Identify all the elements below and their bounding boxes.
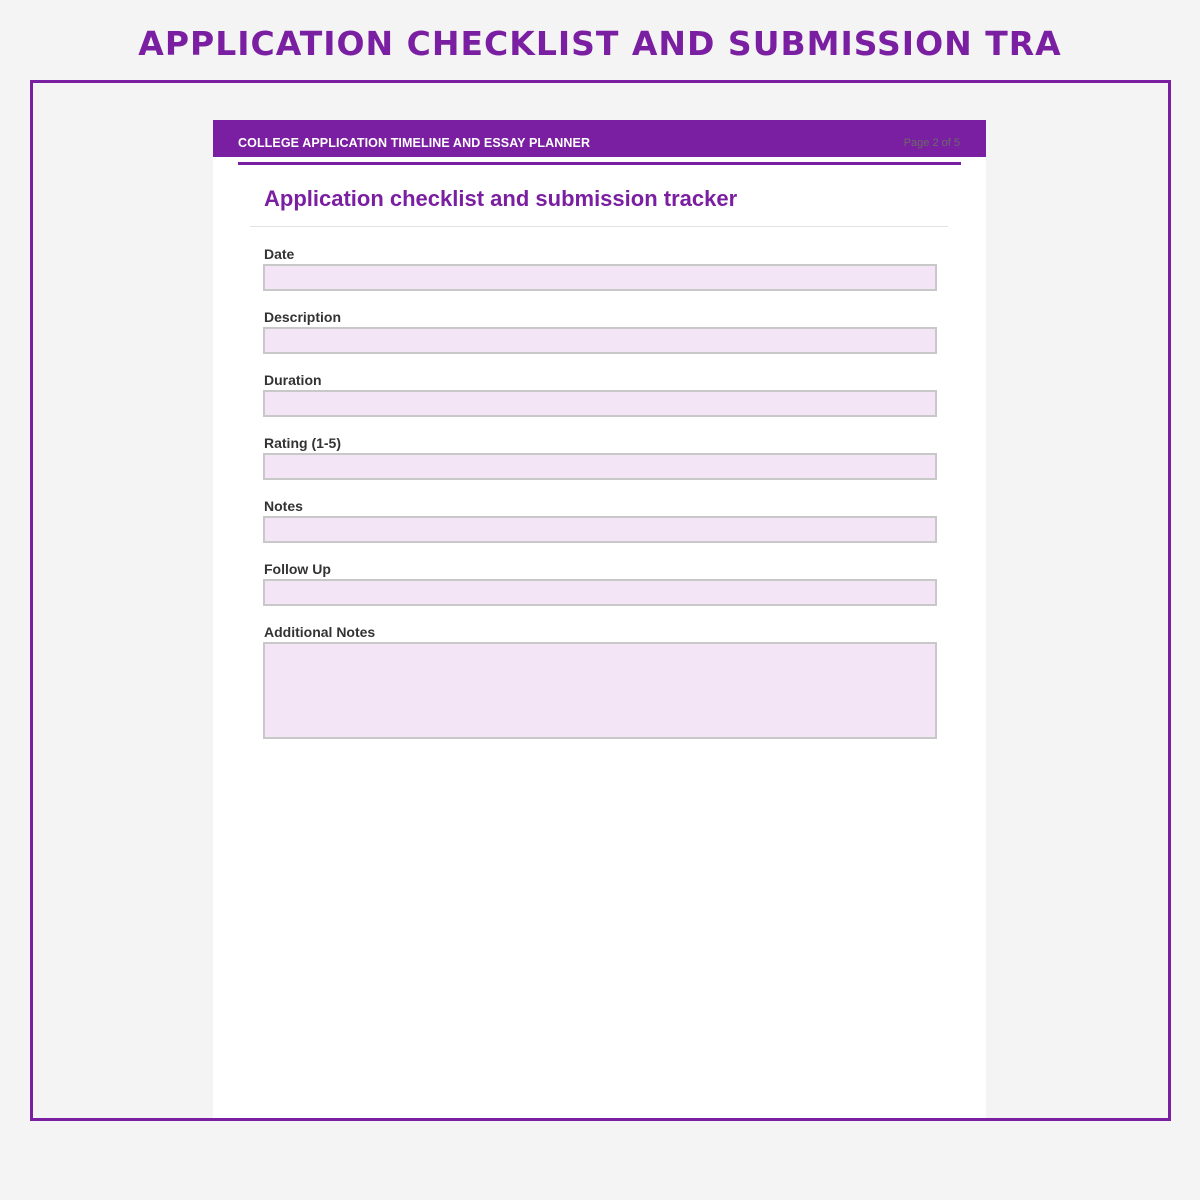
duration-label: Duration (264, 372, 322, 388)
date-label: Date (264, 246, 295, 262)
notes-label: Notes (264, 498, 303, 514)
date-field[interactable] (263, 264, 937, 291)
follow-up-label: Follow Up (264, 561, 331, 577)
document-page (213, 120, 986, 1118)
section-title: Application checklist and submission tracker (264, 186, 738, 211)
rating-field[interactable] (263, 453, 937, 480)
page-header (213, 120, 986, 157)
title-divider (250, 226, 948, 227)
duration-field[interactable] (263, 390, 937, 417)
additional-notes-label: Additional Notes (264, 624, 376, 640)
description-label: Description (264, 309, 342, 325)
rating-label: Rating (1-5) (264, 435, 341, 451)
page-indicator: Page 2 of 5 (903, 137, 960, 149)
notes-field[interactable] (263, 516, 937, 543)
header-title: COLLEGE APPLICATION TIMELINE AND ESSAY PLANNER (238, 136, 591, 150)
additional-notes-textarea[interactable] (263, 642, 937, 739)
description-field[interactable] (263, 327, 937, 354)
follow-up-field[interactable] (263, 579, 937, 606)
header-divider (238, 162, 961, 165)
banner-title: APPLICATION CHECKLIST AND SUBMISSION TRA (138, 24, 1062, 63)
